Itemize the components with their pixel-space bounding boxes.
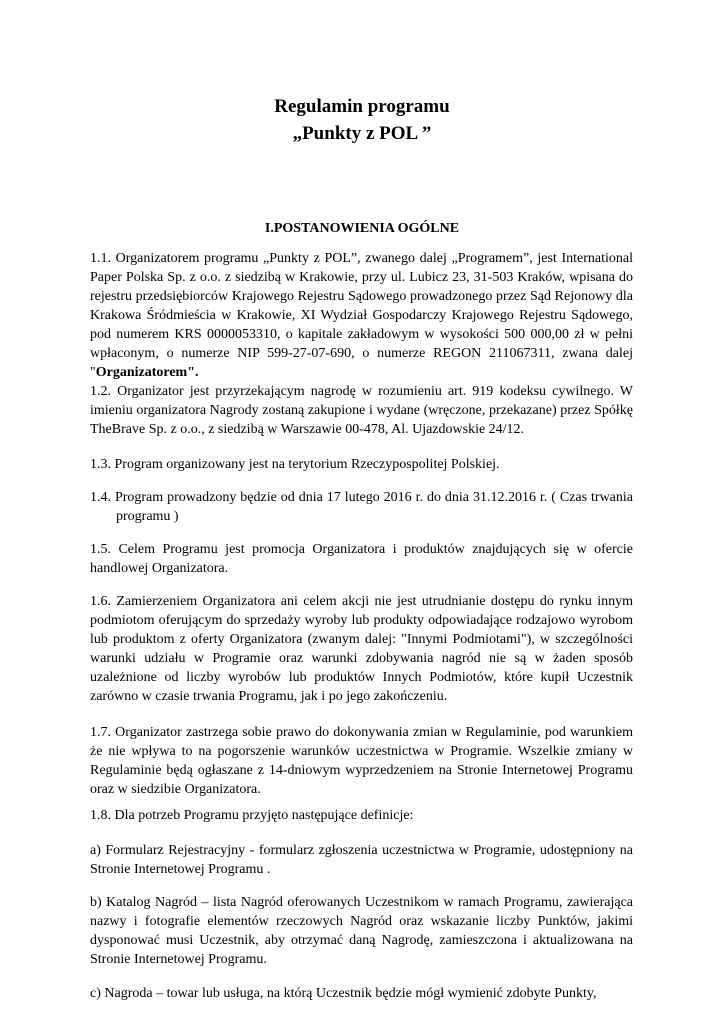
paragraph-1-7: 1.7. Organizator zastrzega sobie prawo do dokonywania zmian w Regulaminie, pod warunkiem że nie wpływa to na pogorszenie warunków uczestnictwa w Programie. Wszelkie zmiany w Regulaminie będą ogłaszane z 14-dniowym wyprzedzeniem na Stronie Internetowej Programu oraz w siedzibie Organizatora.: [90, 725, 633, 797]
paragraph-1-1-bold: Organizatorem".: [95, 365, 199, 380]
document-title-line-2: „Punkty z POL ”: [292, 123, 432, 144]
definition-a: a) Formularz Rejestracyjny - formularz zgłoszenia uczestnictwa w Programie, udostępniony na Stronie Internetowej Programu .: [90, 843, 633, 877]
paragraph-1-1-text: 1.1. Organizatorem programu „Punkty z POL”, zwanego dalej „Programem”, jest International Paper Polska Sp. z o.o. z siedzibą w Krakowie, przy ul. Lubicz 23, 31-503 Kraków, wpisana do rejestru przedsiębiorców Krajowego Rejestru Sądowego prowadzonego przez Sąd Rejonowy dla Krakowa Śródmieścia w Krakowie, XI Wydział Gospodarczy Krajowego Rejestru Sądowego, pod numerem KRS 0000053310, o kapitale zakładowym w wysokości 500 000,00 zł w pełni wpłaconym, o numerze NIP 599-27-07-690, o numerze REGON 211067311, zwana dalej ": [90, 251, 633, 380]
paragraph-1-8: 1.8. Dla potrzeb Programu przyjęto następujące definicje:: [90, 808, 414, 823]
paragraph-1-3: 1.3. Program organizowany jest na terytorium Rzeczypospolitej Polskiej.: [90, 457, 500, 472]
paragraph-1-5: 1.5. Celem Programu jest promocja Organizatora i produktów znajdujących się w ofercie handlowej Organizatora.: [90, 542, 633, 576]
definition-c: c) Nagroda – towar lub usługa, na którą Uczestnik będzie mógł wymienić zdobyte Punkty,: [90, 986, 597, 1001]
paragraph-1-6: 1.6. Zamierzeniem Organizatora ani celem akcji nie jest utrudnianie dostępu do rynku innym podmiotom oferującym do sprzedaży wyroby lub produkty odpowiadające rodzajowo wyrobom lub produktom z oferty Organizatora (zwanym dalej: "Innymi Podmiotami"), w szczególności warunki udziału w Programie oraz warunki zdobywania nagród nie są w żaden sposób uzależnione od liczby wyrobów lub produktów Innych Podmiotów, które kupił Uczestnik zarówno w czasie trwania Programu, jak i po jego zakończeniu.: [90, 594, 633, 704]
paragraph-1-4: 1.4. Program prowadzony będzie od dnia 17 lutego 2016 r. do dnia 31.12.2016 r. ( Czas trwania programu ): [90, 490, 633, 524]
document-title-line-1: Regulamin programu: [274, 96, 450, 117]
paragraph-1-2: 1.2. Organizator jest przyrzekającym nagrodę w rozumieniu art. 919 kodeksu cywilnego. W imieniu organizatora Nagrody zostaną zakupione i wydane (wręczone, przekazane) przez Spółkę TheBrave Sp. z o.o., z siedzibą w Warszawie 00-478, Al. Ujazdowskie 24/12.: [90, 384, 633, 437]
paragraph-1-1: [90, 249, 633, 382]
section-heading: I.POSTANOWIENIA OGÓLNE: [264, 221, 460, 236]
definition-b: b) Katalog Nagród – lista Nagród oferowanych Uczestnikom w ramach Programu, zawierająca nazwy i fotografie elementów rzeczowych Nagród oraz wskazanie liczby Punktów, jakimi dysponować musi Uczestnik, aby otrzymać daną Nagrodę, zamieszczona i aktualizowana na Stronie Internetowej Programu.: [90, 895, 633, 967]
